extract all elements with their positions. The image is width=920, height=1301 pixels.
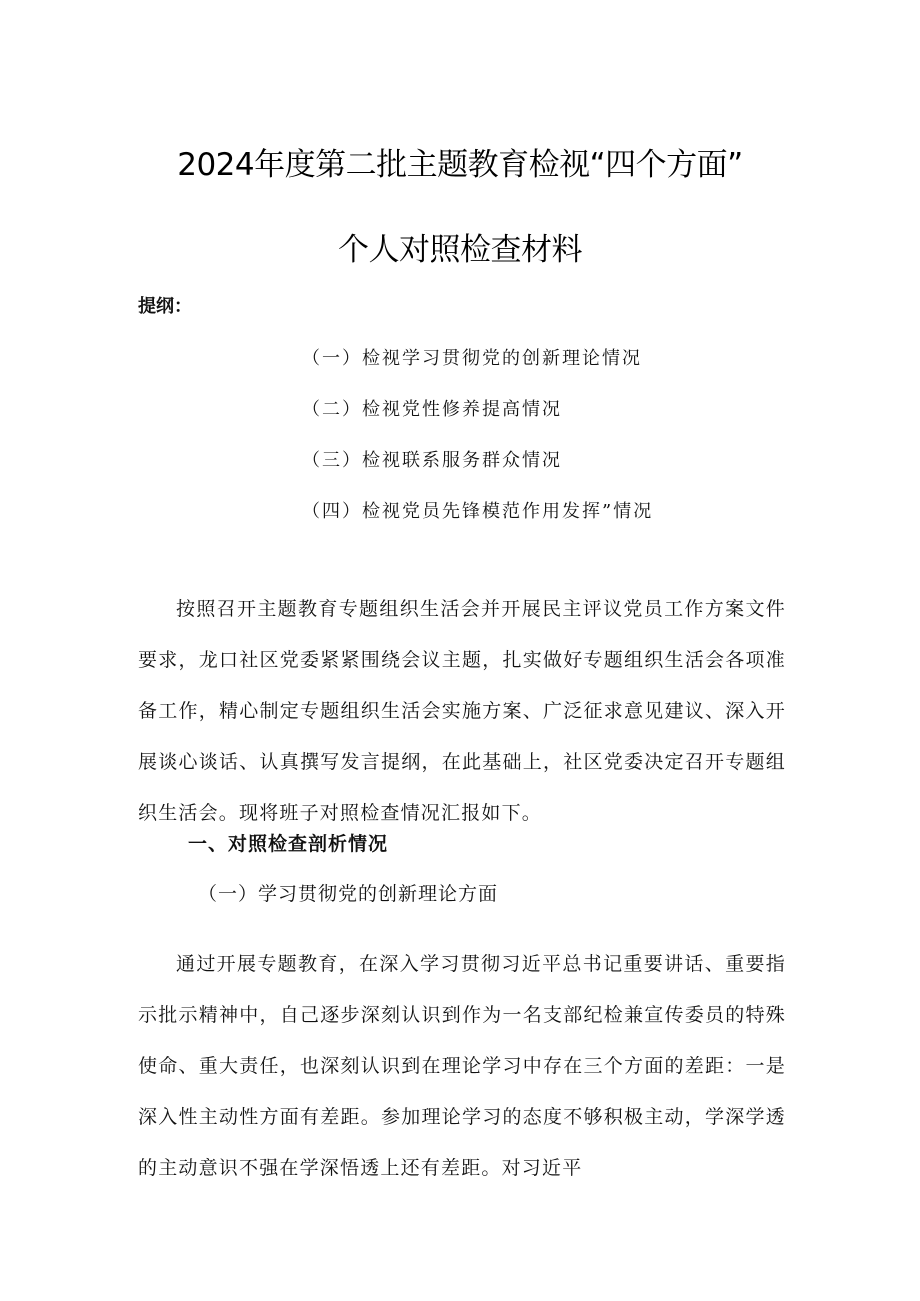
outline-label: 提纲：: [138, 296, 192, 317]
document-title-line-2: 个人对照检查材料: [338, 232, 582, 268]
body-paragraph: 通过开展专题教育，在深入学习贯彻习近平总书记重要讲话、重要指示批示精神中，自己逐步深刻认识到作为一名支部纪检兼宣传委员的特殊使命、重大责任，也深刻认识到在理论学习中存在三个方面的差距：一是深入性主动性方面有差距。参加理论学习的态度不够积极主动，学深学透的主动意识不强在学深悟透上还有差距。对习近平: [138, 953, 786, 1179]
outline-item: （一）检视学习贯彻党的创新理论情况: [302, 348, 642, 369]
subsection-heading: （一）学习贯彻党的创新理论方面: [198, 883, 499, 905]
document-title-line-1: 2024年度第二批主题教育检视“四个方面”: [177, 147, 743, 183]
intro-paragraph: 按照召开主题教育专题组织生活会并开展民主评议党员工作方案文件要求，龙口社区党委紧紧围绕会议主题，扎实做好专题组织生活会各项准备工作，精心制定专题组织生活会实施方案、广泛征求意见建议、深入开展谈心谈话、认真撰写发言提纲，在此基础上，社区党委决定召开专题组织生活会。现将班子对照检查情况汇报如下。: [138, 598, 786, 824]
outline-item: （三）检视联系服务群众情况: [302, 450, 562, 471]
section-heading: 一、对照检查剖析情况: [188, 833, 389, 855]
outline-item: （二）检视党性修养提高情况: [302, 399, 562, 420]
outline-item: （四）检视党员先锋模范作用发挥”情况: [302, 501, 654, 522]
